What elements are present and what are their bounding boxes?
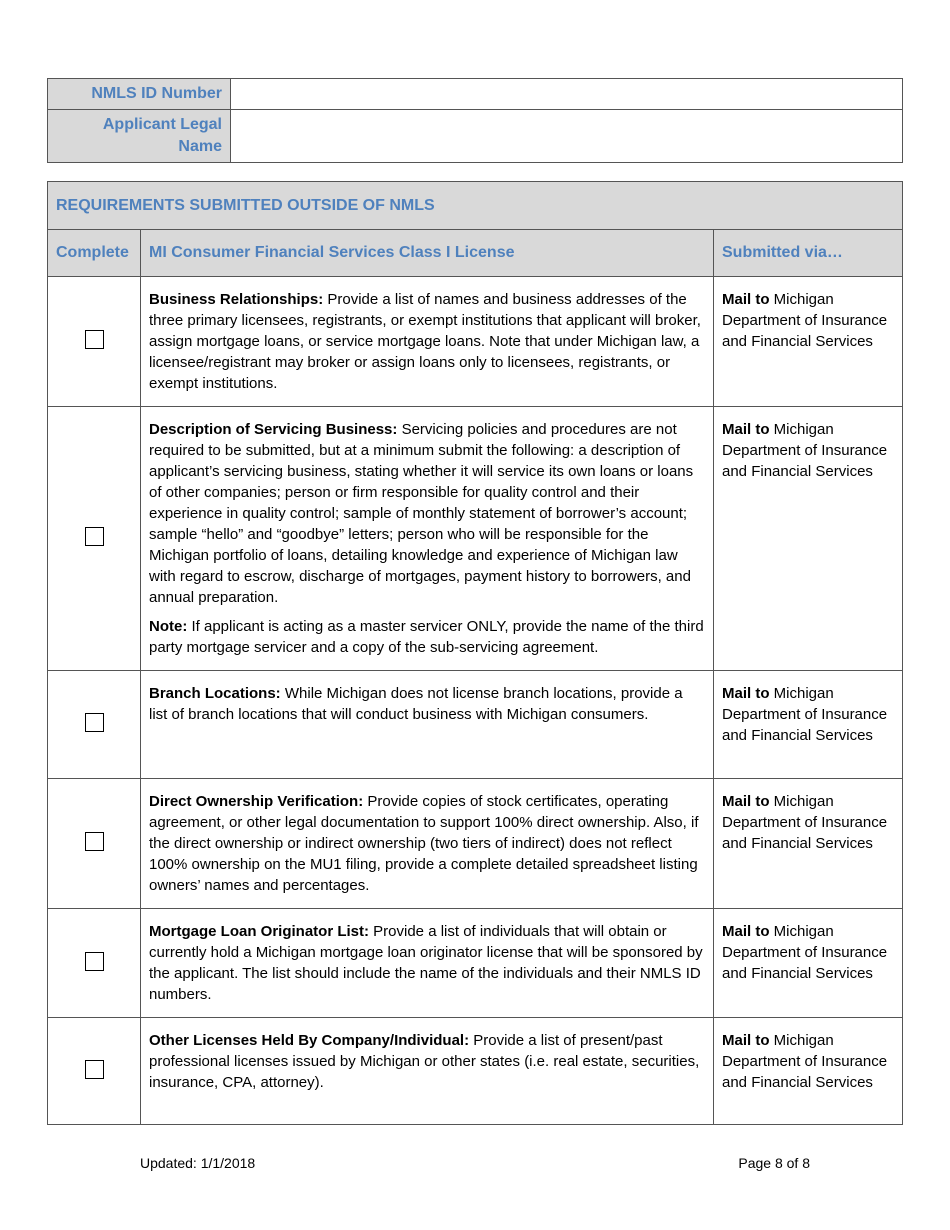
requirement-row: [48, 909, 903, 1018]
requirement-title: Other Licenses Held By Company/Individual:: [149, 1032, 470, 1049]
requirement-title: Branch Locations:: [149, 685, 281, 702]
requirement-row: [48, 277, 903, 407]
nmls-id-label: NMLS ID Number: [48, 79, 231, 110]
nmls-id-row: [48, 79, 903, 110]
requirement-title: Business Relationships:: [149, 291, 324, 308]
submission-method: Mail to Michigan Department of Insurance and Financial Services: [714, 779, 903, 909]
requirement-title: Direct Ownership Verification:: [149, 793, 364, 810]
requirement-description: [141, 909, 714, 1018]
submission-method: Mail to Michigan Department of Insurance and Financial Services: [714, 1018, 903, 1125]
legal-name-label: Applicant Legal Name: [48, 110, 231, 163]
note-text: If applicant is acting as a master servicer ONLY, provide the name of the third party mortgage servicer and a copy of the sub-servicing agreement.: [149, 618, 704, 656]
footer-page-number: Page 8 of 8: [738, 1155, 810, 1171]
requirement-row: [48, 407, 903, 671]
requirement-text: Provide a list of names and business addresses of the three primary licensees, registrants, or exempt institutions that applicant will broker, assign mortgage loans, or service mortgage loans. Note that under Michigan law, a licensee/registrant may broker or assign loans only to licensees, registrants, or exempt institutions.: [149, 291, 701, 392]
submission-method: Mail to Michigan Department of Insurance and Financial Services: [714, 277, 903, 407]
requirement-description: [141, 1018, 714, 1125]
requirement-text: While Michigan does not license branch locations, provide a list of branch locations that will conduct business with Michigan consumers.: [149, 685, 683, 723]
column-header-row: [48, 230, 903, 277]
requirements-table: [47, 181, 903, 1125]
column-header-complete: Complete: [48, 230, 141, 277]
requirement-description: [141, 407, 714, 671]
column-header-submitted: Submitted via…: [714, 230, 903, 277]
footer-updated-date: Updated: 1/1/2018: [140, 1155, 256, 1171]
complete-checkbox[interactable]: [85, 952, 104, 971]
requirement-row: [48, 779, 903, 909]
section-title: REQUIREMENTS SUBMITTED OUTSIDE OF NMLS: [48, 182, 903, 230]
legal-name-row: [48, 110, 903, 163]
note-title: Note:: [149, 618, 188, 635]
complete-checkbox[interactable]: [85, 832, 104, 851]
requirement-description: [141, 671, 714, 779]
requirement-title: Mortgage Loan Originator List:: [149, 923, 369, 940]
requirement-row: [48, 1018, 903, 1125]
submission-method: Mail to Michigan Department of Insurance and Financial Services: [714, 671, 903, 779]
complete-checkbox[interactable]: [85, 527, 104, 546]
submission-method: Mail to Michigan Department of Insurance and Financial Services: [714, 407, 903, 671]
complete-checkbox[interactable]: [85, 1060, 104, 1079]
requirement-text: Provide copies of stock certificates, operating agreement, or other legal documentation to support 100% direct ownership. Also, if the direct ownership or indirect ownership (two tiers of indirect) does not reflect 100% ownership on the MU1 filing, provide a complete detailed spreadsheet listing owners’ names and percentages.: [149, 793, 699, 894]
complete-checkbox[interactable]: [85, 330, 104, 349]
complete-checkbox[interactable]: [85, 713, 104, 732]
applicant-info-table: [47, 78, 903, 163]
requirement-text: Provide a list of present/past professional licenses issued by Michigan or other states (i.e. real estate, securities, insurance, CPA, attorney).: [149, 1032, 700, 1091]
legal-name-field[interactable]: [231, 110, 903, 163]
requirement-description: [141, 779, 714, 909]
requirement-title: Description of Servicing Business:: [149, 421, 398, 438]
requirement-description: [141, 277, 714, 407]
requirement-text: Servicing policies and procedures are not required to be submitted, but at a minimum submit the following: a description of applicant’s servicing business, stating whether it will service its own loans or loans of other companies; person or firm responsible for quality control and their experience in quality control; sample of monthly statement of borrower’s account; sample “hello” and “goodbye” letters; person who will be responsible for the Michigan portfolio of loans, detailing knowledge and experience of Michigan law with regard to escrow, discharge of mortgages, payment history to borrowers, and annual preparation.: [149, 421, 694, 606]
requirement-row: [48, 671, 903, 779]
submission-method: Mail to Michigan Department of Insurance and Financial Services: [714, 909, 903, 1018]
nmls-id-field[interactable]: [231, 79, 903, 110]
requirement-text: Provide a list of individuals that will obtain or currently hold a Michigan mortgage loan originator license that will be sponsored by the applicant. The list should include the name of the individuals and their NMLS ID numbers.: [149, 923, 703, 1003]
column-header-license: MI Consumer Financial Services Class I License: [141, 230, 714, 277]
